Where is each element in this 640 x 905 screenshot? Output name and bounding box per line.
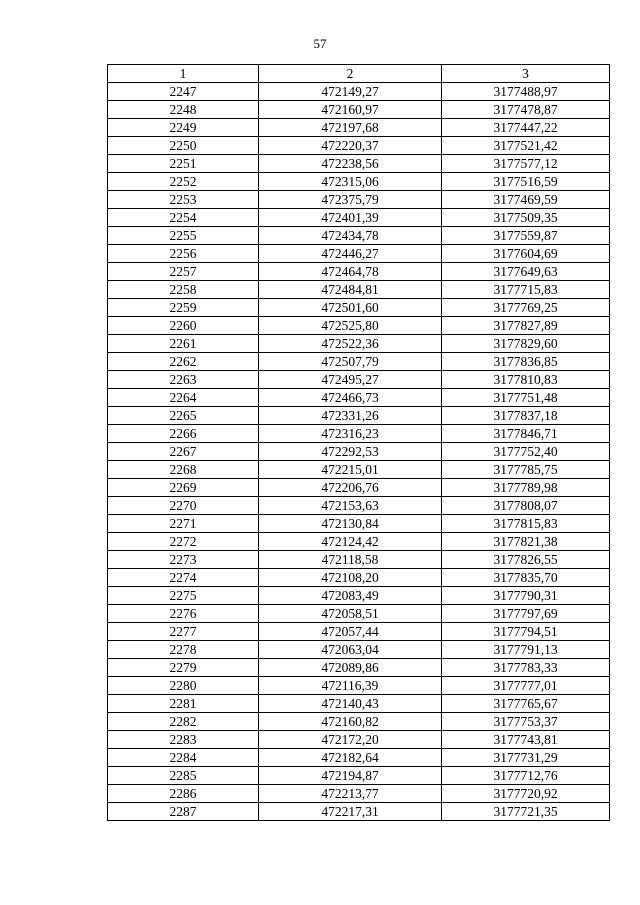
point-number-cell: 2249 — [108, 119, 259, 137]
point-number-cell: 2270 — [108, 497, 259, 515]
coordinates-table — [107, 64, 610, 821]
table-row — [108, 335, 610, 353]
table-row — [108, 83, 610, 101]
x-coordinate-cell: 472464,78 — [259, 263, 442, 281]
table-row — [108, 641, 610, 659]
x-coordinate-cell: 472466,73 — [259, 389, 442, 407]
point-number-cell: 2282 — [108, 713, 259, 731]
y-coordinate-cell: 3177478,87 — [442, 101, 610, 119]
point-number-cell: 2278 — [108, 641, 259, 659]
y-coordinate-cell: 3177577,12 — [442, 155, 610, 173]
y-coordinate-cell: 3177559,87 — [442, 227, 610, 245]
x-coordinate-cell: 472116,39 — [259, 677, 442, 695]
point-number-cell: 2247 — [108, 83, 259, 101]
point-number-cell: 2254 — [108, 209, 259, 227]
y-coordinate-cell: 3177794,51 — [442, 623, 610, 641]
x-coordinate-cell: 472197,68 — [259, 119, 442, 137]
point-number-cell: 2281 — [108, 695, 259, 713]
table-header — [108, 65, 610, 83]
point-number-cell: 2266 — [108, 425, 259, 443]
x-coordinate-cell: 472217,31 — [259, 803, 442, 821]
point-number-cell: 2264 — [108, 389, 259, 407]
table-row — [108, 317, 610, 335]
point-number-cell: 2274 — [108, 569, 259, 587]
point-number-cell: 2248 — [108, 101, 259, 119]
point-number-cell: 2279 — [108, 659, 259, 677]
y-coordinate-cell: 3177731,29 — [442, 749, 610, 767]
y-coordinate-cell: 3177797,69 — [442, 605, 610, 623]
table-row — [108, 767, 610, 785]
y-coordinate-cell: 3177815,83 — [442, 515, 610, 533]
y-coordinate-cell: 3177488,97 — [442, 83, 610, 101]
y-coordinate-cell: 3177604,69 — [442, 245, 610, 263]
x-coordinate-cell: 472089,86 — [259, 659, 442, 677]
table-row — [108, 245, 610, 263]
point-number-cell: 2261 — [108, 335, 259, 353]
y-coordinate-cell: 3177649,63 — [442, 263, 610, 281]
table-row — [108, 569, 610, 587]
x-coordinate-cell: 472118,58 — [259, 551, 442, 569]
point-number-cell: 2275 — [108, 587, 259, 605]
table-row — [108, 749, 610, 767]
table-row — [108, 209, 610, 227]
table-row — [108, 497, 610, 515]
point-number-cell: 2258 — [108, 281, 259, 299]
point-number-cell: 2265 — [108, 407, 259, 425]
table-row — [108, 461, 610, 479]
point-number-cell: 2267 — [108, 443, 259, 461]
x-coordinate-cell: 472238,56 — [259, 155, 442, 173]
y-coordinate-cell: 3177720,92 — [442, 785, 610, 803]
y-coordinate-cell: 3177447,22 — [442, 119, 610, 137]
table-row — [108, 353, 610, 371]
table-row — [108, 389, 610, 407]
page-number: 57 — [313, 36, 327, 51]
point-number-cell: 2269 — [108, 479, 259, 497]
x-coordinate-cell: 472495,27 — [259, 371, 442, 389]
y-coordinate-cell: 3177521,42 — [442, 137, 610, 155]
x-coordinate-cell: 472525,80 — [259, 317, 442, 335]
y-coordinate-cell: 3177712,76 — [442, 767, 610, 785]
table-row — [108, 155, 610, 173]
y-coordinate-cell: 3177835,70 — [442, 569, 610, 587]
table-row — [108, 425, 610, 443]
point-number-cell: 2250 — [108, 137, 259, 155]
column-header-1: 1 — [108, 65, 259, 83]
x-coordinate-cell: 472058,51 — [259, 605, 442, 623]
point-number-cell: 2271 — [108, 515, 259, 533]
y-coordinate-cell: 3177821,38 — [442, 533, 610, 551]
y-coordinate-cell: 3177808,07 — [442, 497, 610, 515]
x-coordinate-cell: 472153,63 — [259, 497, 442, 515]
column-header-3: 3 — [442, 65, 610, 83]
x-coordinate-cell: 472063,04 — [259, 641, 442, 659]
x-coordinate-cell: 472292,53 — [259, 443, 442, 461]
x-coordinate-cell: 472124,42 — [259, 533, 442, 551]
x-coordinate-cell: 472501,60 — [259, 299, 442, 317]
point-number-cell: 2273 — [108, 551, 259, 569]
y-coordinate-cell: 3177826,55 — [442, 551, 610, 569]
point-number-cell: 2259 — [108, 299, 259, 317]
table-row — [108, 443, 610, 461]
x-coordinate-cell: 472160,82 — [259, 713, 442, 731]
y-coordinate-cell: 3177753,37 — [442, 713, 610, 731]
x-coordinate-cell: 472160,97 — [259, 101, 442, 119]
point-number-cell: 2252 — [108, 173, 259, 191]
point-number-cell: 2287 — [108, 803, 259, 821]
y-coordinate-cell: 3177790,31 — [442, 587, 610, 605]
y-coordinate-cell: 3177765,67 — [442, 695, 610, 713]
y-coordinate-cell: 3177715,83 — [442, 281, 610, 299]
table-row — [108, 695, 610, 713]
point-number-cell: 2251 — [108, 155, 259, 173]
header-row — [108, 65, 610, 83]
y-coordinate-cell: 3177469,59 — [442, 191, 610, 209]
point-number-cell: 2255 — [108, 227, 259, 245]
table-row — [108, 659, 610, 677]
table-row — [108, 299, 610, 317]
point-number-cell: 2280 — [108, 677, 259, 695]
point-number-cell: 2285 — [108, 767, 259, 785]
table-row — [108, 803, 610, 821]
table-row — [108, 173, 610, 191]
y-coordinate-cell: 3177827,89 — [442, 317, 610, 335]
y-coordinate-cell: 3177846,71 — [442, 425, 610, 443]
point-number-cell: 2268 — [108, 461, 259, 479]
table-row — [108, 713, 610, 731]
table-row — [108, 605, 610, 623]
table-row — [108, 623, 610, 641]
table-row — [108, 551, 610, 569]
y-coordinate-cell: 3177789,98 — [442, 479, 610, 497]
x-coordinate-cell: 472315,06 — [259, 173, 442, 191]
y-coordinate-cell: 3177783,33 — [442, 659, 610, 677]
point-number-cell: 2253 — [108, 191, 259, 209]
table-row — [108, 137, 610, 155]
y-coordinate-cell: 3177751,48 — [442, 389, 610, 407]
y-coordinate-cell: 3177785,75 — [442, 461, 610, 479]
x-coordinate-cell: 472507,79 — [259, 353, 442, 371]
x-coordinate-cell: 472484,81 — [259, 281, 442, 299]
x-coordinate-cell: 472149,27 — [259, 83, 442, 101]
x-coordinate-cell: 472057,44 — [259, 623, 442, 641]
y-coordinate-cell: 3177829,60 — [442, 335, 610, 353]
point-number-cell: 2286 — [108, 785, 259, 803]
table-body — [108, 83, 610, 821]
table-row — [108, 227, 610, 245]
table-row — [108, 263, 610, 281]
point-number-cell: 2256 — [108, 245, 259, 263]
y-coordinate-cell: 3177810,83 — [442, 371, 610, 389]
x-coordinate-cell: 472172,20 — [259, 731, 442, 749]
point-number-cell: 2277 — [108, 623, 259, 641]
x-coordinate-cell: 472215,01 — [259, 461, 442, 479]
point-number-cell: 2262 — [108, 353, 259, 371]
point-number-cell: 2263 — [108, 371, 259, 389]
x-coordinate-cell: 472522,36 — [259, 335, 442, 353]
table-row — [108, 515, 610, 533]
x-coordinate-cell: 472130,84 — [259, 515, 442, 533]
table-row — [108, 533, 610, 551]
column-header-2: 2 — [259, 65, 442, 83]
y-coordinate-cell: 3177752,40 — [442, 443, 610, 461]
y-coordinate-cell: 3177721,35 — [442, 803, 610, 821]
y-coordinate-cell: 3177769,25 — [442, 299, 610, 317]
table-row — [108, 101, 610, 119]
x-coordinate-cell: 472140,43 — [259, 695, 442, 713]
x-coordinate-cell: 472331,26 — [259, 407, 442, 425]
y-coordinate-cell: 3177837,18 — [442, 407, 610, 425]
table-row — [108, 191, 610, 209]
x-coordinate-cell: 472083,49 — [259, 587, 442, 605]
table-row — [108, 371, 610, 389]
table-row — [108, 119, 610, 137]
x-coordinate-cell: 472213,77 — [259, 785, 442, 803]
table-row — [108, 281, 610, 299]
x-coordinate-cell: 472182,64 — [259, 749, 442, 767]
x-coordinate-cell: 472434,78 — [259, 227, 442, 245]
x-coordinate-cell: 472220,37 — [259, 137, 442, 155]
x-coordinate-cell: 472446,27 — [259, 245, 442, 263]
y-coordinate-cell: 3177743,81 — [442, 731, 610, 749]
x-coordinate-cell: 472206,76 — [259, 479, 442, 497]
y-coordinate-cell: 3177836,85 — [442, 353, 610, 371]
point-number-cell: 2284 — [108, 749, 259, 767]
x-coordinate-cell: 472108,20 — [259, 569, 442, 587]
table-row — [108, 479, 610, 497]
x-coordinate-cell: 472194,87 — [259, 767, 442, 785]
x-coordinate-cell: 472375,79 — [259, 191, 442, 209]
point-number-cell: 2272 — [108, 533, 259, 551]
x-coordinate-cell: 472316,23 — [259, 425, 442, 443]
table-row — [108, 407, 610, 425]
table-row — [108, 731, 610, 749]
table-row — [108, 677, 610, 695]
point-number-cell: 2260 — [108, 317, 259, 335]
y-coordinate-cell: 3177516,59 — [442, 173, 610, 191]
point-number-cell: 2283 — [108, 731, 259, 749]
point-number-cell: 2276 — [108, 605, 259, 623]
point-number-cell: 2257 — [108, 263, 259, 281]
table-row — [108, 785, 610, 803]
table-row — [108, 587, 610, 605]
y-coordinate-cell: 3177509,35 — [442, 209, 610, 227]
y-coordinate-cell: 3177777,01 — [442, 677, 610, 695]
y-coordinate-cell: 3177791,13 — [442, 641, 610, 659]
x-coordinate-cell: 472401,39 — [259, 209, 442, 227]
